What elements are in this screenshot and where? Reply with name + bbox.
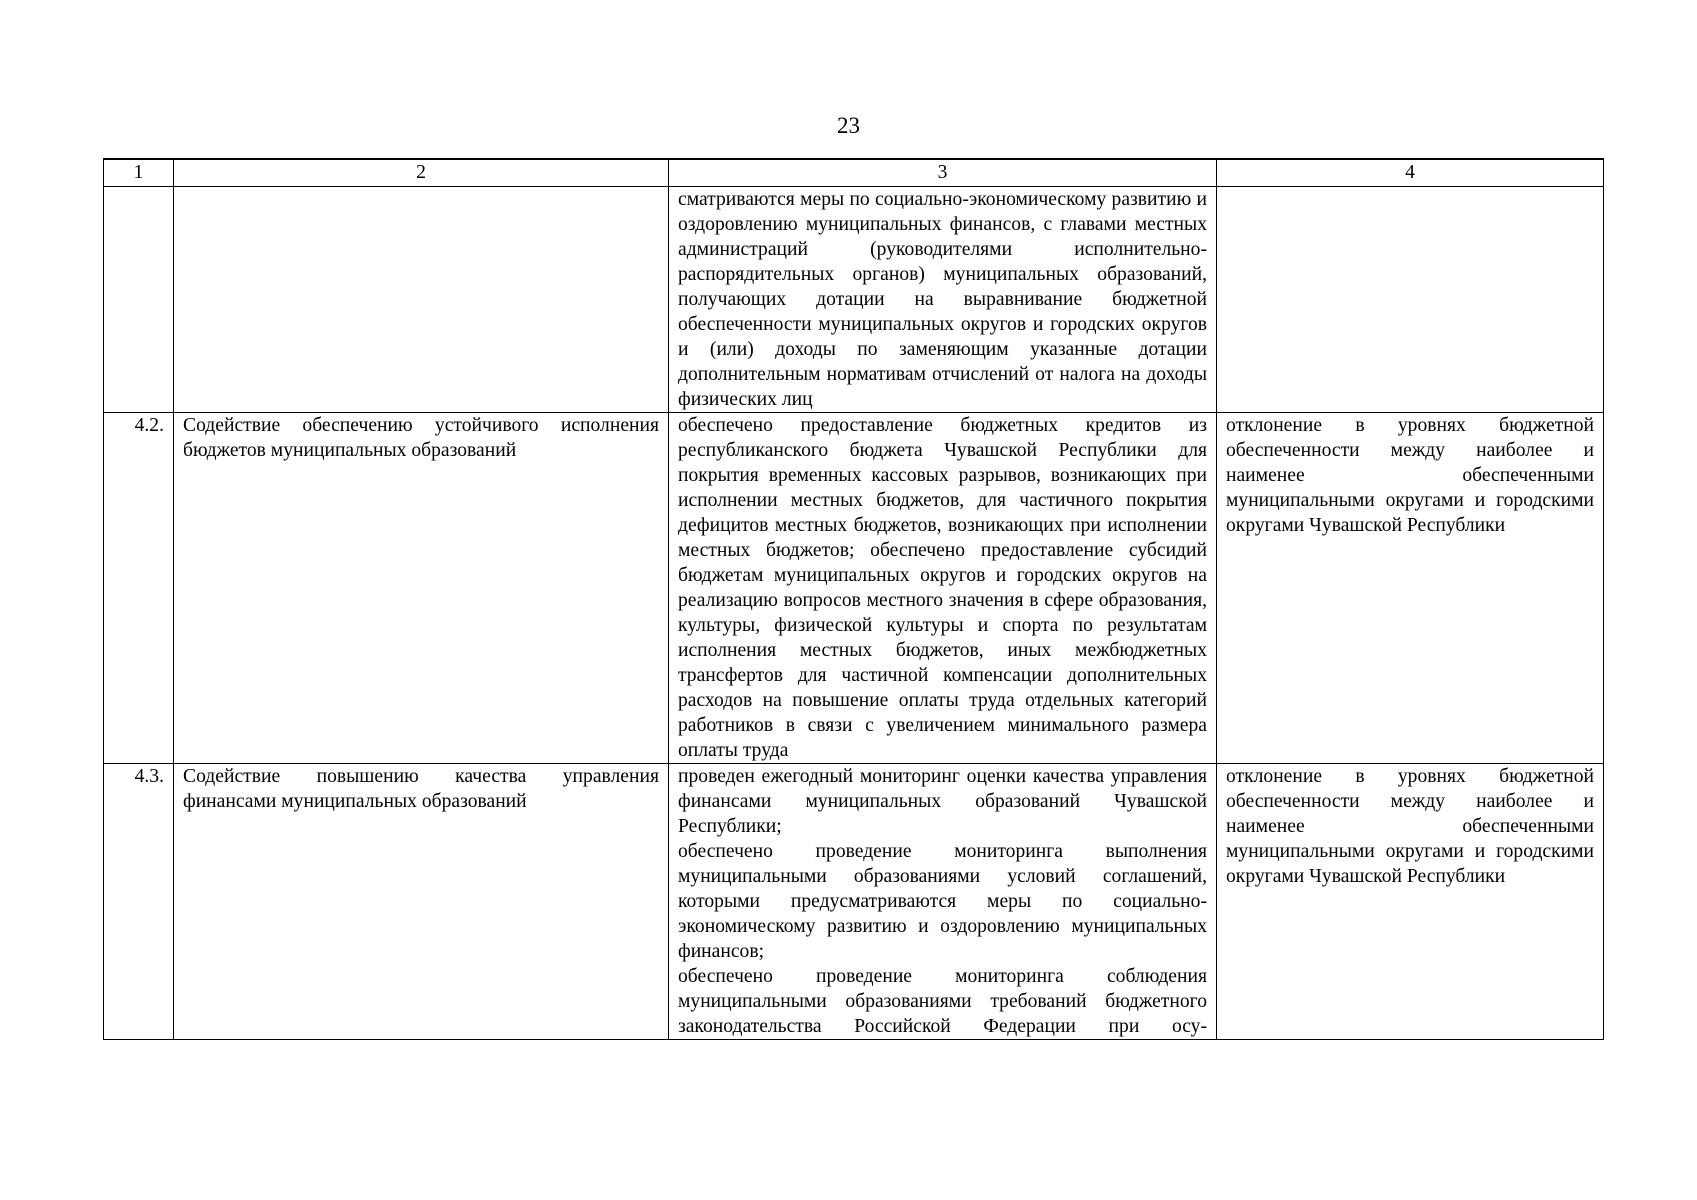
- table-header-row: [104, 159, 1604, 187]
- measure-cell: [174, 187, 669, 413]
- result-cell: [669, 187, 1217, 413]
- indicator-cell: отклонение в уровнях бюджетной обеспеченности между наиболее и наименее обеспеченными муниципальными округами и городскими округами Чувашской Республики: [1217, 413, 1604, 764]
- result-cell: [669, 764, 1217, 1040]
- result-paragraph: обеспечено предоставление бюджетных кредитов из республиканского бюджета Чувашской Республики для покрытия временных кассовых разрывов, возникающих при исполнении местных бюджетов, для частичного покрытия дефицитов местных бюджетов, возникающих при исполнении местных бюджетов; обеспечено предоставление субсидий бюджетам муниципальных округов и городских округов на реализацию вопросов местного значения в сфере образования, культуры, физической культуры и спорта по результатам исполнения местных бюджетов, иных межбюджетных трансфертов для частичной компенсации дополнительных расходов на повышение оплаты труда отдельных категорий работников в связи с увеличением минимального размера оплаты труда: [678, 415, 1207, 761]
- table-row: [104, 413, 1604, 764]
- column-header-4: 4: [1217, 159, 1604, 187]
- result-paragraph: сматриваются меры по социально-экономическому развитию и оздоровлению муниципальных финансов, с главами местных администраций (руководителями исполнительно-распорядительных органов) муниципальных образований, получающих дотации на выравнивание бюджетной обеспеченности муниципальных округов и городских округов и (или) доходы по заменяющим указанные дотации дополнительным нормативам отчислений от налога на доходы физических лиц: [678, 189, 1207, 410]
- page-number: 23: [837, 113, 860, 138]
- row-number: 4.2.: [104, 413, 174, 764]
- table-row: [104, 187, 1604, 413]
- result-paragraph: обеспечено проведение мониторинга выполнения муниципальными образованиями условий соглашений, которыми предусматриваются меры по социально-экономическому развитию и оздоровлению муниципальных финансов;: [678, 841, 1207, 962]
- result-paragraph: проведен ежегодный мониторинг оценки качества управления финансами муниципальных образований Чувашской Республики;: [678, 766, 1207, 837]
- table-row: [104, 764, 1604, 1040]
- measures-table: [103, 158, 1604, 1040]
- measure-cell: Содействие повышению качества управления финансами муниципальных образований: [174, 764, 669, 1040]
- indicator-cell: отклонение в уровнях бюджетной обеспеченности между наиболее и наименее обеспеченными муниципальными округами и городскими округами Чувашской Республики: [1217, 764, 1604, 1040]
- measure-cell: Содействие обеспечению устойчивого исполнения бюджетов муниципальных образований: [174, 413, 669, 764]
- indicator-cell: [1217, 187, 1604, 413]
- row-number: 4.3.: [104, 764, 174, 1040]
- result-cell: [669, 413, 1217, 764]
- column-header-1: 1: [104, 159, 174, 187]
- row-number: [104, 187, 174, 413]
- column-header-3: 3: [669, 159, 1217, 187]
- column-header-2: 2: [174, 159, 669, 187]
- result-paragraph: обеспечено проведение мониторинга соблюдения муниципальными образованиями требований бюджетного законодательства Российской Федерации при осу-: [678, 966, 1207, 1037]
